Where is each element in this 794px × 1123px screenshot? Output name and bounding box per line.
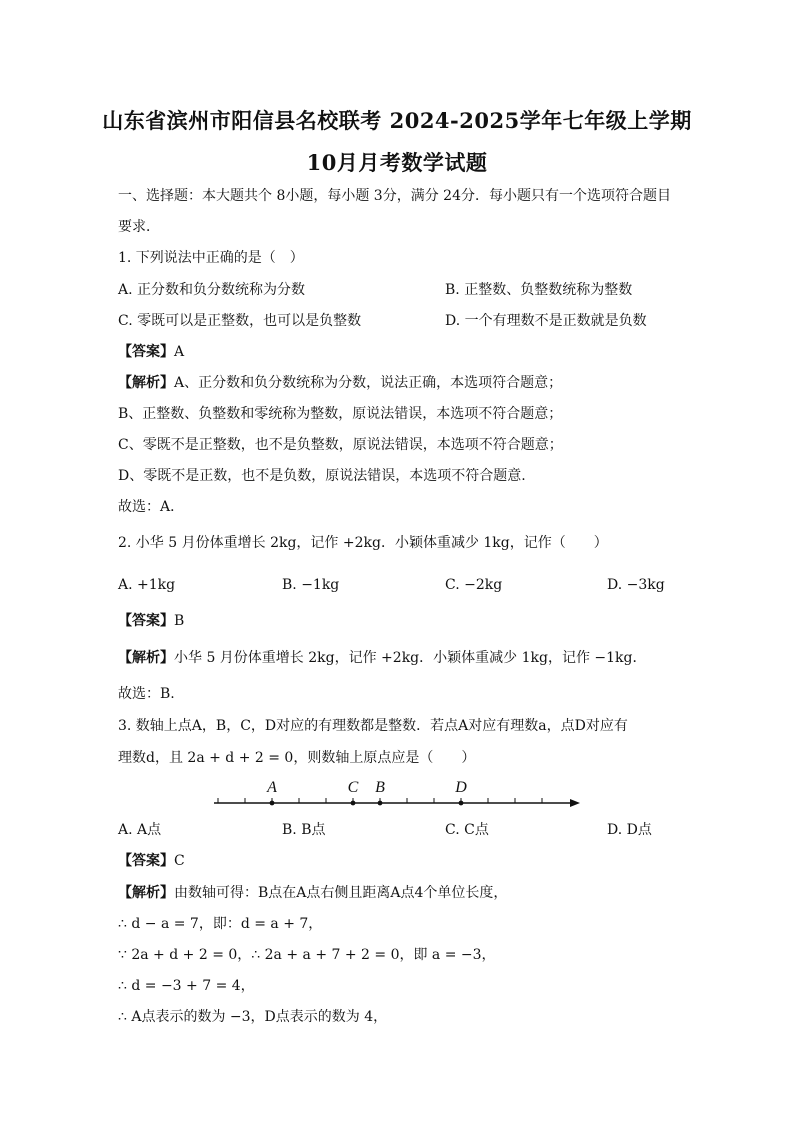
q3-answer — [118, 851, 185, 871]
q1-option-c: C. 零既可以是正整数，也可以是负整数 — [118, 313, 362, 329]
number-line-label-c: C — [347, 779, 359, 796]
title-line-1: 山东省滨州市阳信县名校联考 2024-2025学年七年级上学期 — [102, 108, 692, 133]
analysis-tag: 【解析】 — [118, 375, 174, 391]
answer-value: A — [174, 344, 185, 360]
q3-stem-line-2: 理数d，且 2a + d + 2 = 0，则数轴上原点应是（ ） — [118, 750, 476, 766]
q3-stem-line-1: 3. 数轴上点A，B，C，D对应的有理数都是整数．若点A对应有理数a，点D对应有 — [118, 718, 628, 734]
number-line-label-a: A — [267, 779, 277, 796]
q1-analysis-line-4: D、零既不是正数，也不是负数，原说法错误，本选项不符合题意. — [118, 468, 526, 484]
q1-option-d: D. 一个有理数不是正数就是负数 — [445, 313, 647, 329]
number-line-point-d — [459, 801, 464, 806]
number-line-point-c — [351, 801, 356, 806]
q3-option-c: C. C点 — [445, 822, 489, 838]
analysis-text: 小华 5 月份体重增长 2kg，记作 +2kg．小颖体重减少 1kg，记作 −1kg． — [174, 650, 647, 666]
answer-tag: 【答案】 — [118, 853, 174, 869]
analysis-tag: 【解析】 — [118, 650, 174, 666]
number-line-figure — [210, 772, 590, 816]
q1-option-a: A. 正分数和负分数统称为分数 — [118, 282, 306, 298]
q3-option-a: A. A点 — [118, 822, 162, 838]
q3-analysis-line-5: ∴ A点表示的数为 −3，D点表示的数为 4， — [118, 1009, 388, 1025]
answer-value: B — [174, 613, 185, 629]
q2-option-c: C. −2kg — [445, 577, 503, 593]
q1-analysis-line-2: B、正整数、负整数和零统称为整数，原说法错误，本选项不符合题意； — [118, 406, 563, 422]
analysis-tag: 【解析】 — [118, 885, 174, 901]
number-line-label-d: D — [455, 779, 467, 796]
q2-conclusion: 故选：B. — [118, 686, 175, 702]
q3-option-b: B. B点 — [282, 822, 326, 838]
q3-analysis-line-3: ∵ 2a + d + 2 = 0，∴ 2a + a + 7 + 2 = 0，即 a = −3， — [118, 947, 496, 963]
q1-conclusion: 故选：A． — [118, 499, 185, 515]
q1-analysis-line-3: C、零既不是正整数，也不是负整数，原说法错误，本选项不符合题意； — [118, 437, 563, 453]
q1-analysis-line-1 — [118, 373, 562, 393]
answer-value: C — [174, 853, 185, 869]
q1-option-b: B. 正整数、负整数统称为整数 — [445, 282, 633, 298]
q2-stem: 2. 小华 5 月份体重增长 2kg，记作 +2kg．小颖体重减少 1kg，记作（ ） — [118, 535, 608, 551]
q3-analysis-line-4: ∴ d = −3 + 7 = 4， — [118, 978, 255, 994]
q2-option-a: A. +1kg — [118, 577, 176, 593]
analysis-text: 由数轴可得：B点在A点右侧且距离A点4个单位长度， — [174, 885, 508, 901]
q3-analysis-line-1 — [118, 883, 507, 903]
q2-option-b: B. −1kg — [282, 577, 340, 593]
q2-answer — [118, 611, 184, 631]
analysis-text: A、正分数和负分数统称为分数，说法正确，本选项符合题意； — [174, 375, 563, 391]
q3-option-d: D. D点 — [607, 822, 652, 838]
answer-tag: 【答案】 — [118, 344, 174, 360]
q2-option-d: D. −3kg — [607, 577, 665, 593]
number-line-point-b — [378, 801, 383, 806]
q2-analysis — [118, 648, 646, 668]
q1-stem: 1. 下列说法中正确的是（ ） — [118, 250, 304, 266]
number-line-point-a — [270, 801, 275, 806]
section-heading-line-1: 一、选择题：本大题共个 8小题，每小题 3分，满分 24分．每小题只有一个选项符合题目 — [118, 188, 671, 204]
number-line-arrow — [570, 799, 580, 807]
section-heading-line-2: 要求． — [118, 219, 160, 235]
answer-tag: 【答案】 — [118, 613, 174, 629]
q1-answer — [118, 342, 184, 362]
title-line-2: 10月月考数学试题 — [306, 150, 488, 175]
q3-analysis-line-2: ∴ d − a = 7，即：d = a + 7， — [118, 916, 323, 932]
number-line-label-b: B — [375, 779, 385, 796]
